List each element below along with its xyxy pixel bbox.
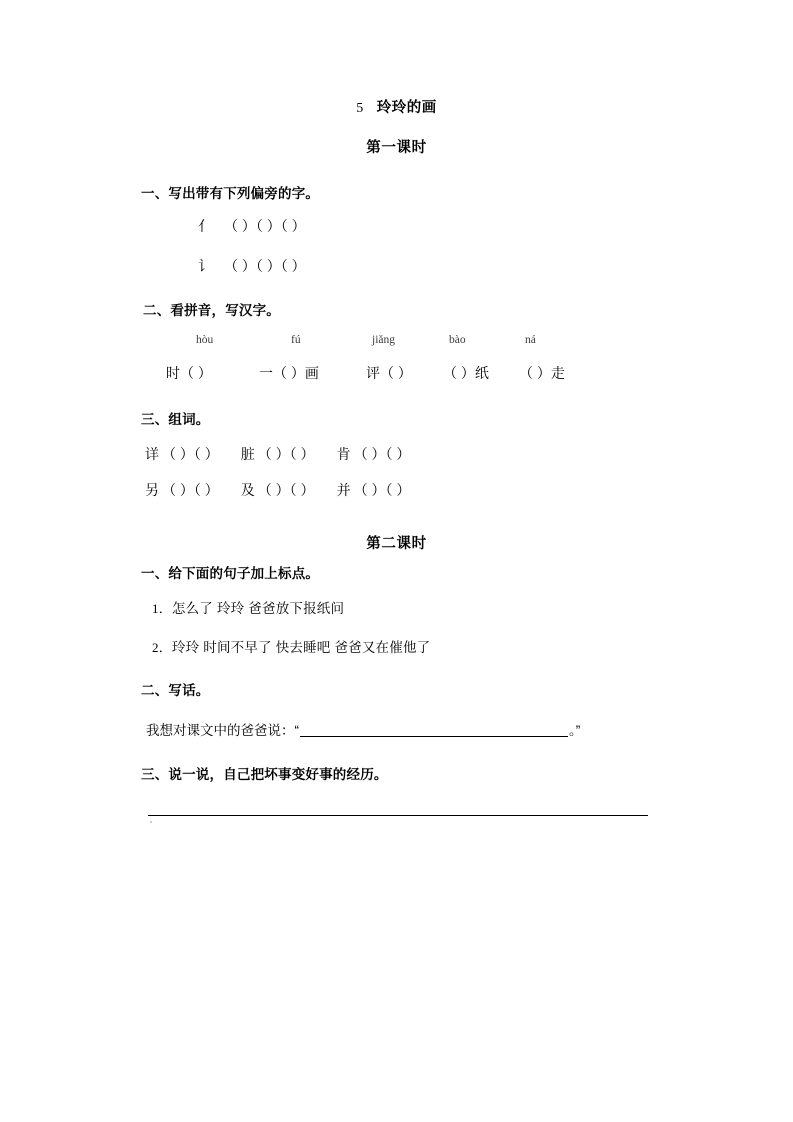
pinyin-fu: fú [291,334,301,346]
section-heading-p1-2: 二、看拼音，写汉字。 [143,303,280,318]
lesson-number: 5 [356,101,364,116]
zuci-brackets-ji[interactable]: （ ）（ ） [257,482,315,498]
writing-prompt-prefix: 我想对课文中的爸爸说：“ [146,723,299,738]
page-title [0,96,793,117]
punctuation-sentence-2[interactable] [152,636,430,656]
hanzi-cell-1[interactable]: 时（ ） [166,365,212,381]
section-heading-p1-1: 一、写出带有下列偏旁的字。 [141,186,320,201]
zuci-brackets-bing[interactable]: （ ）（ ） [353,482,411,498]
zuci-row-2 [145,480,410,500]
zuci-group-xiang[interactable] [145,444,219,464]
pinyin-jiang: jiǎng [372,334,395,346]
section-heading-p2-3: 三、说一说，自己把坏事变好事的经历。 [141,767,388,782]
hanzi-cell-5[interactable]: （ ）走 [519,365,565,381]
pinyin-hou: hòu [196,334,214,346]
radical-glyph-yan: 讠 [198,258,212,274]
zuci-row-1 [145,444,410,464]
radical-row-2 [198,256,306,276]
scan-artifact-dot [150,821,152,823]
sentence-index-1: 1． [152,601,172,616]
zuci-brackets-ken[interactable]: （ ）（ ） [353,446,411,462]
hanzi-cell-4[interactable]: （ ）纸 [443,365,489,381]
writing-prompt-row [146,719,580,739]
zuci-brackets-zang[interactable]: （ ）（ ） [257,446,315,462]
sentence-text-1: 怎么了 玲玲 爸爸放下报纸问 [171,601,345,616]
zuci-group-ling[interactable] [145,480,219,500]
hanzi-answer-row [0,363,793,383]
zuci-char-ken: 肯 [336,446,351,462]
writing-answer-blank[interactable] [300,722,568,737]
zuci-char-zang: 脏 [240,446,255,462]
section-heading-p1-3: 三、组词。 [141,412,210,427]
section-heading-p2-2: 二、写话。 [141,683,210,698]
zuci-group-ken[interactable] [337,444,411,464]
zuci-brackets-ling[interactable]: （ ）（ ） [162,482,219,498]
radical-glyph-ren: 亻 [198,218,212,234]
radical-row-1 [198,216,306,236]
zuci-char-ji: 及 [240,482,255,498]
zuci-brackets-xiang[interactable]: （ ）（ ） [162,446,219,462]
radical-brackets-2[interactable]: （ ）（ ）（ ） [224,258,306,274]
pinyin-row [0,334,793,350]
hanzi-cell-2[interactable]: 一（ ）画 [259,365,319,381]
sentence-text-2: 玲玲 时间不早了 快去睡吧 爸爸又在催他了 [171,640,431,655]
pinyin-bao: bào [449,334,466,346]
zuci-char-ling: 另 [145,482,159,498]
pinyin-na: ná [525,334,536,346]
sentence-index-2: 2． [152,640,172,655]
writing-prompt-suffix: 。” [569,723,581,738]
zuci-group-bing[interactable] [337,480,411,500]
zuci-char-bing: 并 [336,482,351,498]
radical-brackets-1[interactable]: （ ）（ ）（ ） [224,218,306,234]
lesson-title: 玲玲的画 [376,100,437,116]
period-heading-1: 第一课时 [366,140,427,156]
zuci-char-xiang: 详 [145,446,159,462]
zuci-group-ji[interactable] [241,480,315,500]
period-heading-2: 第二课时 [366,536,427,552]
answer-underline[interactable] [148,815,648,816]
hanzi-cell-3[interactable]: 评（ ） [366,365,412,381]
punctuation-sentence-1[interactable] [152,597,344,617]
zuci-group-zang[interactable] [241,444,315,464]
section-heading-p2-1: 一、给下面的句子加上标点。 [141,566,320,581]
